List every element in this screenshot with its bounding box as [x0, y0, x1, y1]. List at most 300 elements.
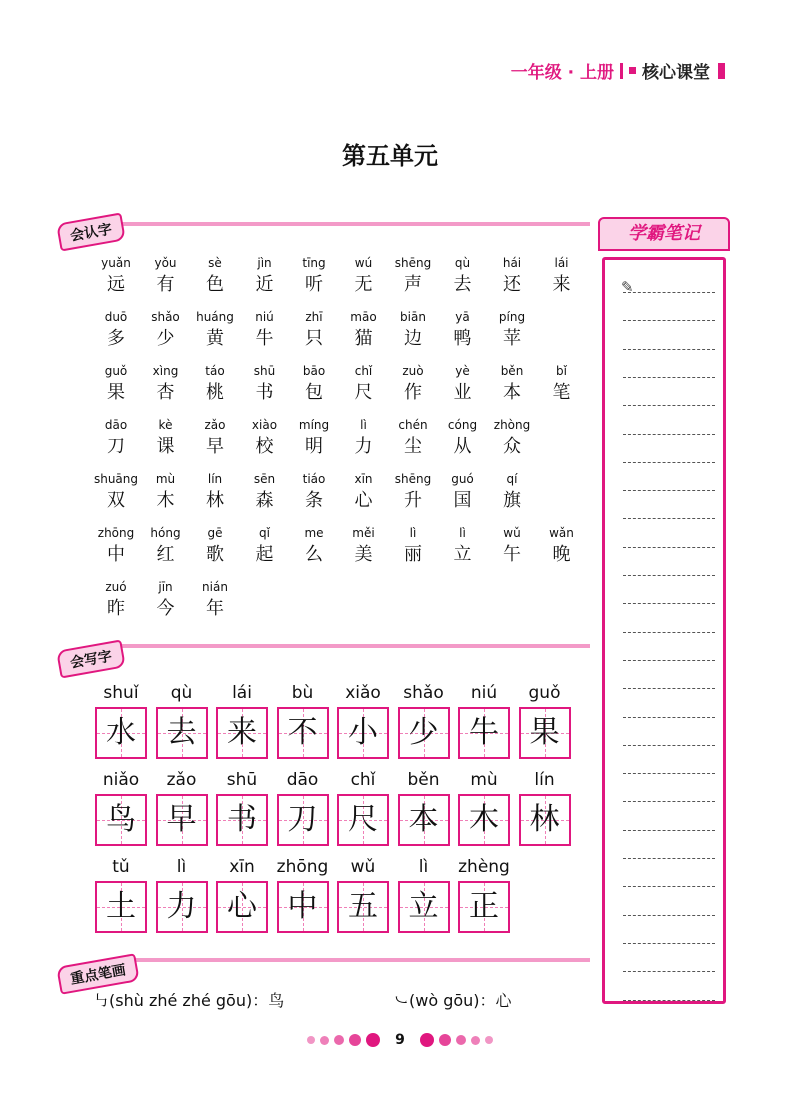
hanzi: 午	[503, 544, 521, 565]
hanzi: 近	[255, 274, 274, 295]
hanzi: 课	[156, 436, 175, 457]
pinyin: tīng	[302, 256, 326, 270]
tian-grid-box	[398, 794, 450, 846]
notes-header	[598, 217, 730, 251]
pinyin: niú	[255, 310, 274, 324]
pinyin: cóng	[447, 418, 478, 432]
write-char	[212, 768, 272, 846]
hanzi: 林	[529, 802, 560, 837]
pinyin: jìn	[257, 256, 272, 270]
footer-dot	[349, 1034, 361, 1046]
pinyin: nián	[202, 580, 228, 594]
hanzi: 声	[404, 274, 422, 295]
pinyin: shēng	[394, 256, 432, 270]
recognize-char	[192, 579, 238, 623]
pinyin: běn	[407, 770, 440, 790]
hanzi: 么	[305, 544, 323, 565]
recognize-char	[390, 417, 436, 461]
hanzi: 小	[348, 715, 378, 750]
pinyin: zhōng	[276, 857, 329, 877]
recognize-char	[291, 255, 337, 299]
pinyin: měi	[352, 526, 375, 540]
notes-line	[623, 915, 715, 916]
pinyin: bǐ	[556, 364, 567, 378]
hanzi: 本	[408, 802, 439, 837]
recognize-char	[143, 471, 189, 515]
recognize-char	[143, 309, 189, 353]
pinyin: lín	[534, 770, 555, 790]
hanzi: 心	[227, 889, 257, 924]
recognize-char	[143, 525, 189, 569]
pinyin: xīn	[229, 857, 255, 877]
pinyin: shēng	[394, 472, 432, 486]
page-footer	[0, 1032, 800, 1048]
write-section-label: 会写字	[56, 639, 126, 678]
recognize-char	[291, 525, 337, 569]
recognize-char	[539, 525, 585, 569]
pinyin: kè	[158, 418, 173, 432]
footer-dot	[420, 1033, 434, 1047]
pinyin: māo	[350, 310, 377, 324]
notes-title: 学霸笔记	[628, 223, 700, 244]
notes-line	[623, 462, 715, 463]
tian-grid-box	[156, 707, 208, 759]
recognize-char	[440, 255, 486, 299]
recognize-char	[440, 525, 486, 569]
recognize-char	[341, 309, 387, 353]
recognize-char	[489, 471, 535, 515]
pinyin: wú	[354, 256, 373, 270]
pinyin: míng	[298, 418, 330, 432]
hanzi: 刀	[287, 802, 318, 837]
footer-dot	[320, 1036, 329, 1045]
pinyin: huáng	[196, 310, 234, 324]
hanzi: 果	[107, 382, 125, 403]
hanzi: 歌	[206, 544, 224, 565]
hanzi: 色	[206, 274, 224, 295]
tian-grid-box	[458, 881, 510, 933]
pinyin: tiáo	[302, 472, 326, 486]
header-end-bar	[718, 63, 725, 79]
pinyin: shǎo	[403, 683, 444, 703]
pinyin: mù	[155, 472, 176, 486]
pinyin: dāo	[286, 770, 319, 790]
pinyin: qù	[454, 256, 471, 270]
hanzi: 作	[404, 382, 422, 403]
recognize-char	[242, 471, 288, 515]
hanzi: 书	[255, 382, 274, 403]
hanzi: 升	[404, 490, 422, 511]
write-char	[394, 855, 454, 933]
recognize-char	[489, 255, 535, 299]
recognize-char	[440, 363, 486, 407]
hanzi: 双	[107, 490, 125, 511]
write-char	[515, 681, 575, 759]
hanzi: 鸟	[106, 802, 136, 837]
hanzi: 去	[453, 274, 472, 295]
notes-line	[623, 405, 715, 406]
hanzi: 包	[305, 382, 323, 403]
hanzi: 尘	[404, 436, 422, 457]
write-char	[91, 768, 151, 846]
tian-grid-box	[95, 881, 147, 933]
pinyin: bāo	[302, 364, 326, 378]
pinyin: lín	[207, 472, 223, 486]
recognize-char	[192, 363, 238, 407]
tian-grid-box	[216, 794, 268, 846]
hanzi: 旗	[503, 490, 521, 511]
hanzi: 鸭	[453, 328, 472, 349]
pinyin: xiào	[251, 418, 278, 432]
pinyin: yā	[455, 310, 470, 324]
pinyin: niú	[470, 683, 498, 703]
tian-grid-box	[95, 707, 147, 759]
notes-line	[623, 632, 715, 633]
pinyin: yǒu	[154, 256, 177, 270]
pinyin: bù	[291, 683, 314, 703]
hanzi: 五	[348, 889, 378, 924]
header-separator	[620, 63, 623, 79]
tian-grid-box	[277, 881, 329, 933]
pinyin: biān	[400, 310, 426, 324]
hanzi: 美	[354, 544, 373, 565]
footer-dot	[366, 1033, 380, 1047]
recognize-char	[440, 417, 486, 461]
pinyin: chǐ	[354, 364, 373, 378]
page-number: 9	[395, 1032, 405, 1048]
pinyin: duō	[104, 310, 128, 324]
write-char	[394, 681, 454, 759]
pinyin: tǔ	[112, 857, 130, 877]
recognize-divider	[120, 222, 590, 226]
hanzi: 校	[255, 436, 274, 457]
write-char	[212, 855, 272, 933]
pinyin: shuǐ	[103, 683, 139, 703]
pinyin: táo	[205, 364, 225, 378]
strokes-section-label: 重点笔画	[56, 953, 140, 994]
pinyin: dāo	[104, 418, 128, 432]
recognize-char	[93, 471, 139, 515]
recognize-char	[440, 309, 486, 353]
recognize-char	[291, 309, 337, 353]
pinyin: lì	[409, 526, 417, 540]
write-char	[333, 681, 393, 759]
pinyin: lì	[360, 418, 367, 432]
pinyin: hái	[502, 256, 522, 270]
notes-line	[623, 377, 715, 378]
notes-line	[623, 660, 715, 661]
notes-line	[623, 830, 715, 831]
hanzi: 来	[227, 715, 257, 750]
stroke-item-2: ㇃(wò gōu)：心	[393, 991, 512, 1010]
tian-grid-box	[277, 794, 329, 846]
hanzi: 红	[156, 544, 175, 565]
notes-line	[623, 717, 715, 718]
notes-line	[623, 858, 715, 859]
pinyin: lái	[554, 256, 569, 270]
pinyin: lì	[176, 857, 187, 877]
recognize-char	[192, 417, 238, 461]
recognize-char	[390, 363, 436, 407]
pinyin: běn	[500, 364, 524, 378]
hanzi: 木	[156, 490, 175, 511]
recognize-char	[341, 471, 387, 515]
hanzi: 书	[227, 802, 257, 837]
notes-line	[623, 349, 715, 350]
pinyin: guǒ	[528, 683, 561, 703]
recognize-char	[341, 525, 387, 569]
hanzi: 牛	[469, 715, 499, 750]
hanzi: 业	[453, 382, 472, 403]
hanzi: 桃	[206, 382, 224, 403]
recognize-char	[341, 255, 387, 299]
write-divider	[120, 644, 590, 648]
write-char	[273, 681, 333, 759]
hanzi: 猫	[354, 328, 373, 349]
tian-grid-box	[519, 707, 571, 759]
tian-grid-box	[156, 881, 208, 933]
hanzi: 尺	[348, 802, 378, 837]
hanzi: 少	[408, 715, 439, 750]
pinyin: gē	[207, 526, 223, 540]
pinyin: guǒ	[104, 364, 128, 378]
notes-line	[623, 971, 715, 972]
hanzi: 尺	[354, 382, 373, 403]
hanzi: 昨	[107, 598, 125, 619]
recognize-char	[192, 525, 238, 569]
recognize-char	[291, 417, 337, 461]
tian-grid-box	[277, 707, 329, 759]
tian-grid-box	[519, 794, 571, 846]
recognize-char	[291, 471, 337, 515]
recognize-char	[242, 417, 288, 461]
recognize-char	[242, 525, 288, 569]
hanzi: 只	[305, 328, 323, 349]
pinyin: me	[304, 526, 324, 540]
recognize-char	[489, 417, 535, 461]
hanzi: 众	[503, 436, 521, 457]
pinyin: xīn	[354, 472, 373, 486]
hanzi: 土	[106, 889, 136, 924]
hanzi: 水	[106, 715, 136, 750]
pinyin: lì	[459, 526, 466, 540]
write-char	[212, 681, 272, 759]
hanzi: 力	[166, 889, 197, 924]
pinyin: guó	[451, 472, 474, 486]
pinyin: yè	[455, 364, 470, 378]
recognize-char	[390, 525, 436, 569]
hanzi: 还	[503, 274, 521, 295]
pinyin: niǎo	[102, 770, 140, 790]
recognize-section-label: 会认字	[56, 212, 126, 251]
notes-line	[623, 1000, 715, 1001]
hanzi: 本	[503, 382, 521, 403]
hanzi: 立	[453, 544, 472, 565]
pinyin: yuǎn	[101, 256, 131, 270]
footer-dot	[456, 1035, 466, 1045]
notes-line	[623, 292, 715, 293]
hanzi: 心	[354, 490, 373, 511]
pencil-icon: ✎	[621, 278, 634, 296]
write-char	[273, 855, 333, 933]
recognize-char	[192, 255, 238, 299]
pinyin: hóng	[150, 526, 181, 540]
hanzi: 丽	[404, 544, 422, 565]
footer-dot	[439, 1034, 451, 1046]
pinyin: zuò	[402, 364, 424, 378]
hanzi: 晚	[552, 544, 571, 565]
recognize-char	[93, 255, 139, 299]
pinyin: píng	[498, 310, 526, 324]
tian-grid-box	[458, 794, 510, 846]
notes-line	[623, 801, 715, 802]
grade-label: 一年级 · 上册	[510, 63, 614, 83]
recognize-char	[143, 363, 189, 407]
write-char	[333, 855, 393, 933]
pinyin: shū	[226, 770, 258, 790]
pinyin: jīn	[158, 580, 173, 594]
hanzi: 起	[255, 544, 274, 565]
notes-line	[623, 688, 715, 689]
pinyin: zǎo	[166, 770, 197, 790]
pinyin: qù	[170, 683, 193, 703]
pinyin: wǔ	[503, 526, 521, 540]
recognize-char	[93, 417, 139, 461]
write-char	[91, 681, 151, 759]
hanzi: 正	[469, 889, 499, 924]
tian-grid-box	[398, 707, 450, 759]
hanzi: 木	[469, 802, 499, 837]
hanzi: 无	[354, 274, 373, 295]
hanzi: 多	[107, 328, 125, 349]
write-char	[454, 681, 514, 759]
notes-line	[623, 547, 715, 548]
write-char	[152, 855, 212, 933]
pinyin: lái	[232, 683, 252, 703]
recognize-char	[489, 363, 535, 407]
pinyin: zhòng	[493, 418, 531, 432]
notes-line	[623, 603, 715, 604]
hanzi: 条	[305, 490, 323, 511]
recognize-char	[341, 363, 387, 407]
write-char	[273, 768, 333, 846]
tian-grid-box	[398, 881, 450, 933]
tian-grid-box	[337, 881, 389, 933]
notes-lines[interactable]	[602, 257, 726, 1004]
recognize-char	[390, 255, 436, 299]
hanzi: 早	[206, 436, 224, 457]
hanzi: 森	[255, 490, 274, 511]
hanzi: 牛	[255, 328, 274, 349]
hanzi: 中	[287, 889, 318, 924]
hanzi: 刀	[107, 436, 125, 457]
write-char	[394, 768, 454, 846]
pinyin: xiǎo	[345, 683, 381, 703]
write-char	[152, 768, 212, 846]
recognize-char	[390, 309, 436, 353]
pinyin: zhī	[305, 310, 323, 324]
recognize-char	[539, 363, 585, 407]
write-char	[91, 855, 151, 933]
recognize-char	[390, 471, 436, 515]
write-char	[333, 768, 393, 846]
tian-grid-box	[337, 707, 389, 759]
hanzi: 有	[156, 274, 175, 295]
pinyin: qí	[506, 472, 518, 486]
pinyin: sè	[208, 256, 222, 270]
header-square-icon	[629, 67, 636, 74]
recognize-char	[489, 309, 535, 353]
footer-dot	[334, 1035, 344, 1045]
write-char	[152, 681, 212, 759]
hanzi: 苹	[503, 328, 521, 349]
pinyin: shuāng	[93, 472, 139, 486]
recognize-char	[192, 471, 238, 515]
hanzi: 国	[453, 490, 472, 511]
pinyin: zǎo	[204, 418, 226, 432]
notes-line	[623, 320, 715, 321]
hanzi: 去	[166, 715, 197, 750]
page-header	[511, 58, 725, 83]
pinyin: shū	[253, 364, 276, 378]
notes-panel	[598, 217, 730, 1004]
pinyin: shǎo	[151, 310, 180, 324]
tian-grid-box	[95, 794, 147, 846]
page-title: 第五单元	[342, 142, 438, 170]
pinyin: mù	[470, 770, 498, 790]
hanzi: 早	[166, 802, 197, 837]
hanzi: 听	[305, 274, 323, 295]
hanzi: 年	[206, 598, 224, 619]
recognize-char	[242, 255, 288, 299]
hanzi: 林	[206, 490, 224, 511]
hanzi: 从	[453, 436, 472, 457]
hanzi: 边	[404, 328, 422, 349]
hanzi: 笔	[552, 382, 571, 403]
footer-dot	[485, 1036, 493, 1044]
recognize-char	[341, 417, 387, 461]
hanzi: 少	[156, 328, 175, 349]
pinyin: chén	[398, 418, 428, 432]
pinyin: zhèng	[458, 857, 510, 877]
tian-grid-box	[216, 881, 268, 933]
recognize-char	[93, 363, 139, 407]
pinyin: qǐ	[259, 526, 270, 540]
hanzi: 远	[107, 274, 125, 295]
recognize-char	[539, 255, 585, 299]
tian-grid-box	[337, 794, 389, 846]
hanzi: 果	[529, 715, 560, 750]
hanzi: 力	[354, 436, 373, 457]
recognize-char	[192, 309, 238, 353]
recognize-char	[242, 363, 288, 407]
notes-line	[623, 434, 715, 435]
pinyin: sēn	[253, 472, 276, 486]
hanzi: 黄	[206, 328, 224, 349]
notes-line	[623, 745, 715, 746]
strokes-divider	[120, 958, 590, 962]
pinyin: wǎn	[549, 526, 574, 540]
hanzi: 立	[408, 889, 439, 924]
notes-line	[623, 518, 715, 519]
recognize-char	[143, 579, 189, 623]
recognize-char	[93, 525, 139, 569]
hanzi: 来	[552, 274, 571, 295]
pinyin: lì	[418, 857, 429, 877]
hanzi: 中	[107, 544, 125, 565]
write-char	[454, 768, 514, 846]
recognize-char	[93, 309, 139, 353]
